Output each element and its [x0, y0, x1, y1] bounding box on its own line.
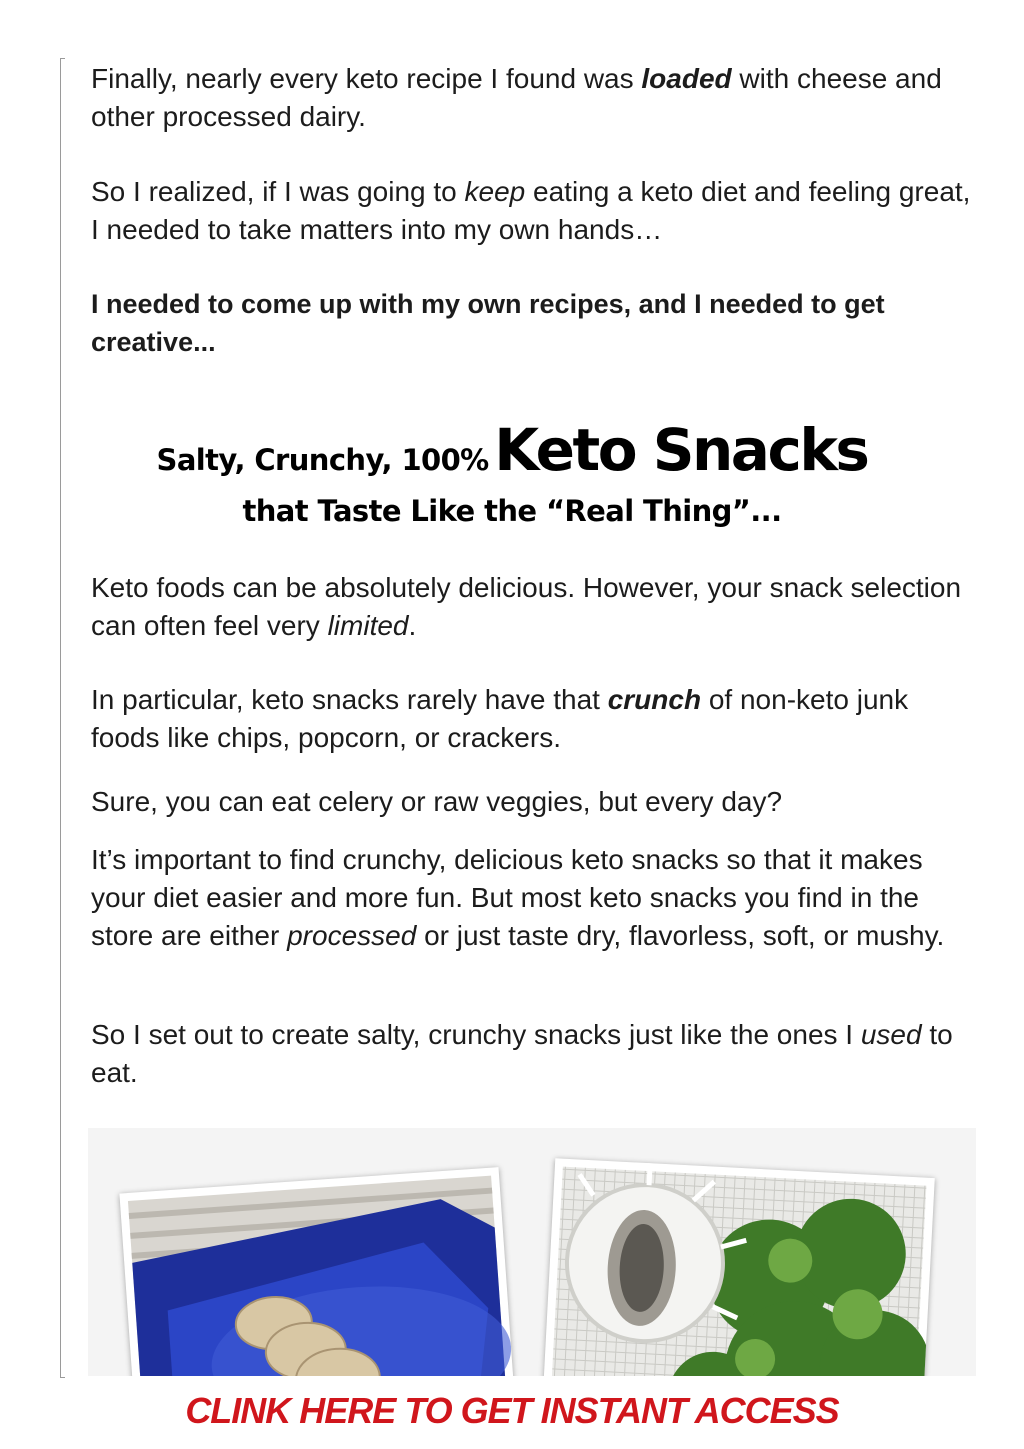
dehydrator-with-greens-photo: [541, 1158, 935, 1376]
emphasis-processed: processed: [287, 920, 417, 951]
page-margin-rule: [60, 58, 61, 1378]
emphasis-keep: keep: [464, 176, 526, 207]
headline-subtitle: that Taste Like the “Real Thing”...: [242, 494, 782, 528]
paragraph-snack-selection: Keto foods can be absolutely delicious. However, your snack selection can often feel very limited.: [91, 572, 962, 641]
instant-access-link[interactable]: CLINK HERE TO GET INSTANT ACCESS: [185, 1390, 839, 1431]
emphasis-used: used: [860, 1019, 922, 1050]
paragraph-cheese-dairy: Finally, nearly every keto recipe I found was loaded with cheese and other processed dairy.: [91, 63, 942, 132]
paragraph-take-matters: So I realized, if I was going to keep eating a keto diet and feeling great, I needed to take matters into my own hands…: [91, 176, 971, 245]
paragraph-get-creative: I needed to come up with my own recipes, and I needed to get creative...: [91, 289, 885, 357]
paragraph-celery: Sure, you can eat celery or raw veggies, but every day?: [91, 786, 783, 817]
emphasis-loaded: loaded: [641, 63, 732, 94]
photo-collage: [88, 1128, 976, 1376]
headline-keto-snacks: Keto Snacks: [494, 416, 868, 484]
paragraph-find-crunchy: It’s important to find crunchy, delicious keto snacks so that it makes your diet easier and more fun. But most keto snacks you find in the store are either processed or just taste dry, flavorless, soft, or mushy.: [91, 844, 945, 951]
headline-lead: Salty, Crunchy, 100%: [156, 443, 489, 477]
paragraph-set-out: So I set out to create salty, crunchy snacks just like the ones I used to eat.: [91, 1019, 953, 1088]
emphasis-crunch: crunch: [607, 684, 702, 715]
sliced-loaf-on-blue-plate-photo: [119, 1167, 516, 1376]
paragraph-crunch: In particular, keto snacks rarely have that crunch of non-keto junk foods like chips, popcorn, or crackers.: [91, 684, 909, 753]
section-headline: [0, 416, 1024, 484]
emphasis-limited: limited: [327, 610, 409, 641]
